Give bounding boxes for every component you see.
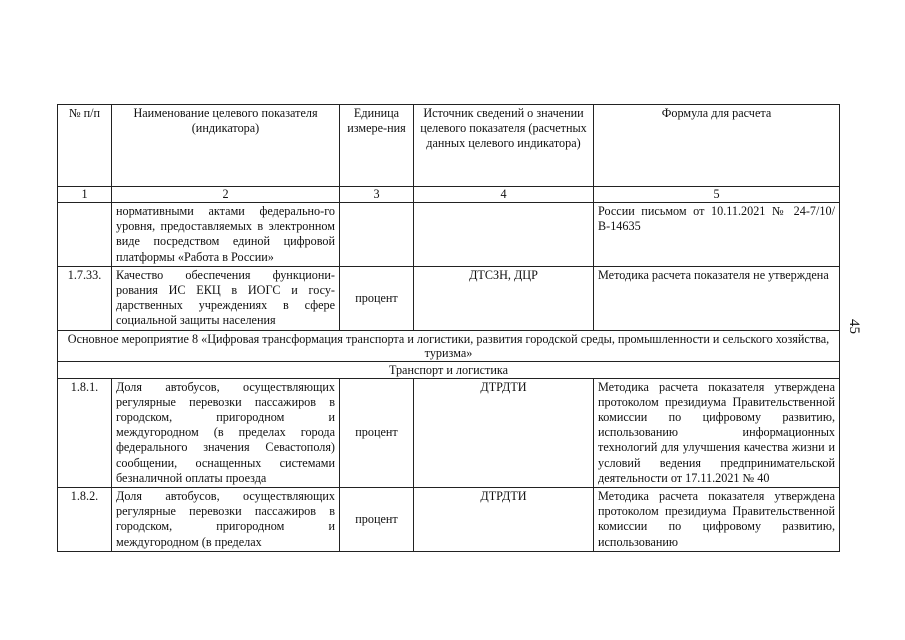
table-row [58,266,840,330]
row-unit [340,203,414,267]
column-number: 3 [340,187,414,203]
row-num: 1.7.33. [58,266,112,330]
row-name: Доля автобусов, осуществляющих регулярные перевозки пассажиров в городском, пригородном и междугородном (в пределах [112,488,340,552]
row-unit: процент [340,266,414,330]
column-number: 5 [594,187,840,203]
row-formula: России письмом от 10.11.2021 № 24-7/10/В-14635 [594,203,840,267]
row-num [58,203,112,267]
header-name: Наименование целевого показателя (индикатора) [112,105,340,187]
row-unit: процент [340,378,414,487]
section-title: Основное мероприятие 8 «Цифровая трансформация транспорта и логистики, развития городской среды, промышленности и сельского хозяйства, туризма» [58,330,840,361]
subsection-title: Транспорт и логистика [58,361,840,378]
header-source: Источник сведений о значении целевого показателя (расчетных данных целевого индикатора) [414,105,594,187]
row-formula: Методика расчета показателя не утверждена [594,266,840,330]
table-header-row [58,105,840,187]
row-name: Доля автобусов, осуществляющих регулярные перевозки пассажиров в городском, пригородном и междугородном (в пределах города федерального значения Севастополя) сообщении, оснащенных системами безналичной оплаты проезда [112,378,340,487]
table-row [58,488,840,552]
subsection-row [58,361,840,378]
row-formula: Методика расчета показателя утверждена протоколом президиума Правительственной комиссии по цифровому развитию, использованию информационных технологий для улучшения качества жизни и условий ведения предпринимательской деятельности от 17.11.2021 № 40 [594,378,840,487]
row-formula: Методика расчета показателя утверждена протоколом президиума Правительственной комиссии по цифровому развитию, использованию [594,488,840,552]
row-source [414,203,594,267]
row-source: ДТРДТИ [414,488,594,552]
indicators-table [57,104,840,552]
header-unit: Единица измере-ния [340,105,414,187]
column-number: 4 [414,187,594,203]
table-row [58,203,840,267]
row-name: Качество обеспечения функциони-рования ИС ЕКЦ в ИОГС и госу-дарственных учреждениях в сфере социальной защиты населения [112,266,340,330]
section-row [58,330,840,361]
row-source: ДТСЗН, ДЦР [414,266,594,330]
column-number-row [58,187,840,203]
column-number: 1 [58,187,112,203]
row-num: 1.8.1. [58,378,112,487]
column-number: 2 [112,187,340,203]
header-formula: Формула для расчета [594,105,840,187]
page-number: 45 [846,319,862,334]
header-num: № п/п [58,105,112,187]
table-row [58,378,840,487]
row-source: ДТРДТИ [414,378,594,487]
row-num: 1.8.2. [58,488,112,552]
row-unit: процент [340,488,414,552]
row-name: нормативными актами федерально-го уровня, предоставляемых в электронном виде посредством единой цифровой платформы «Работа в России» [112,203,340,267]
